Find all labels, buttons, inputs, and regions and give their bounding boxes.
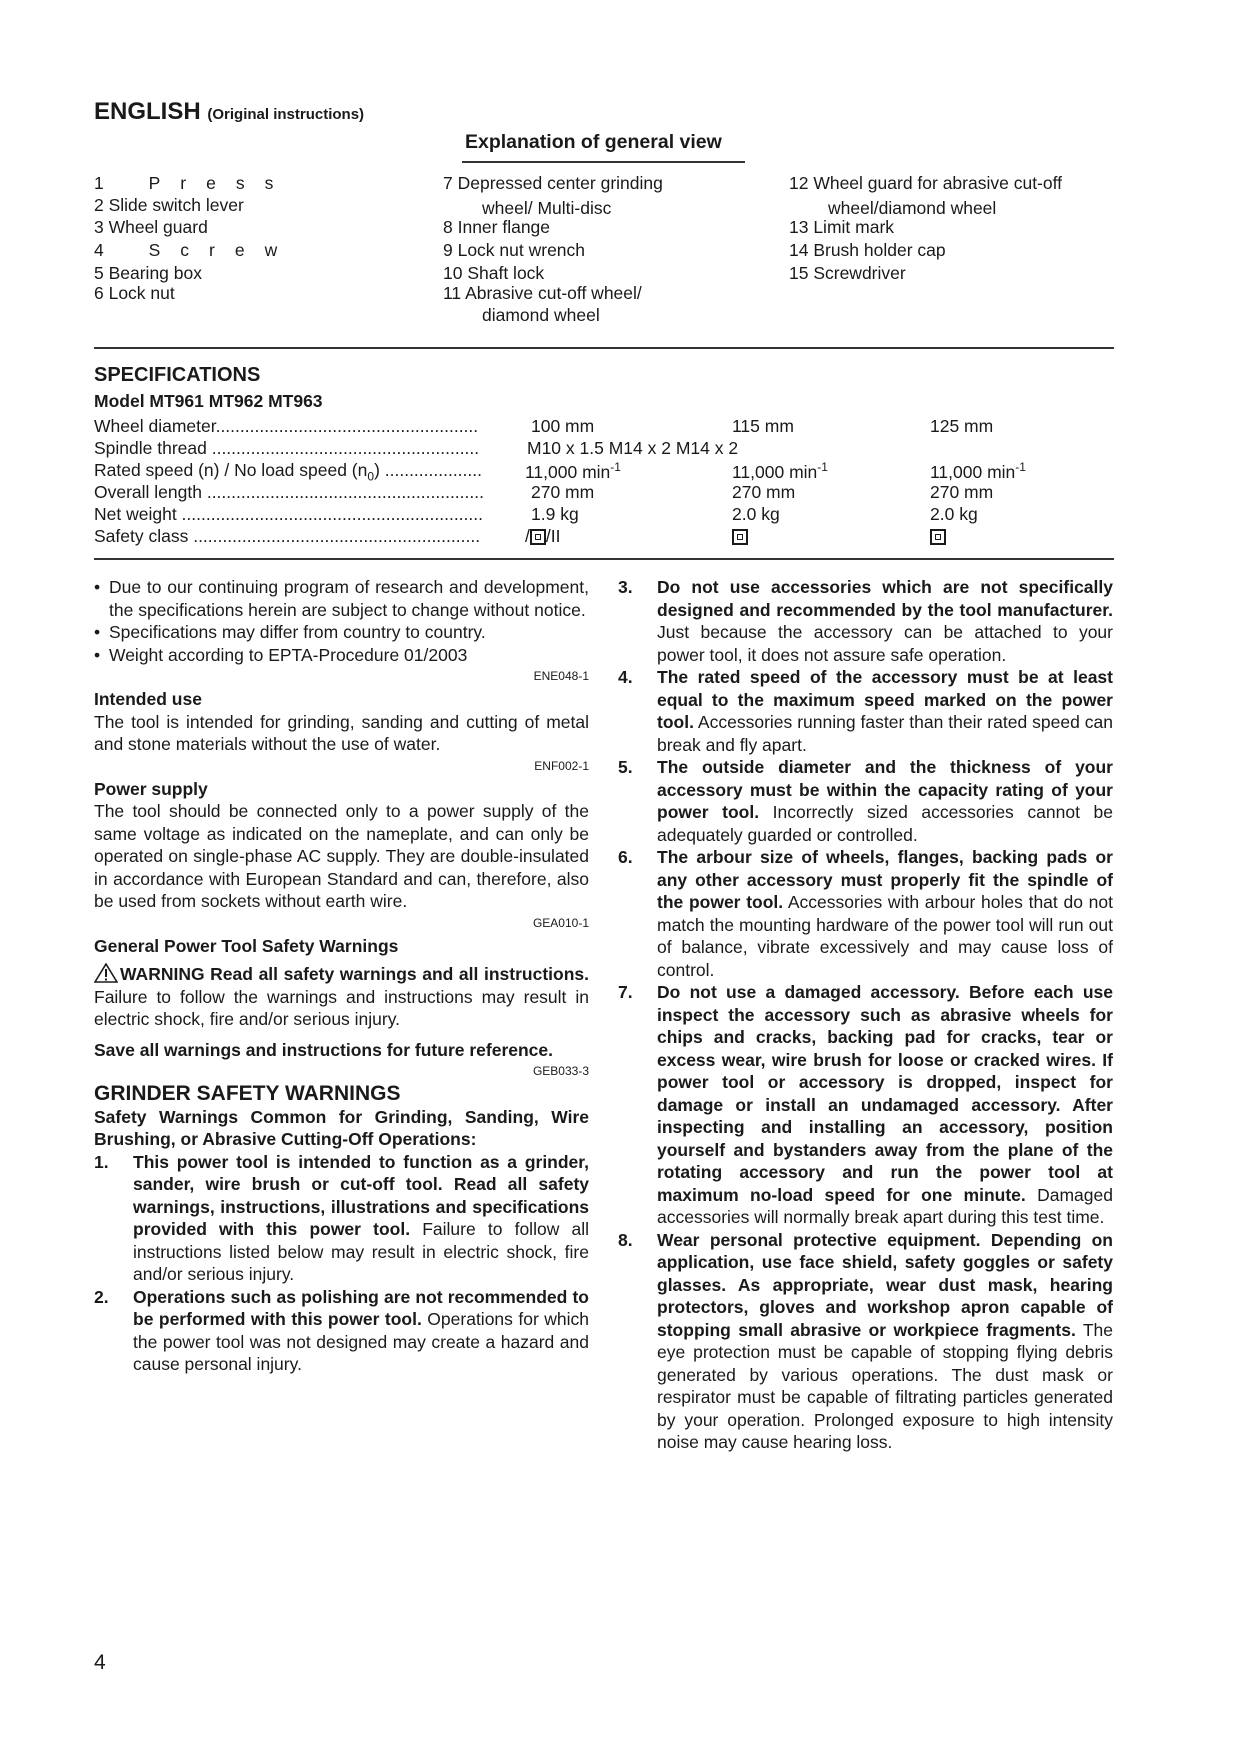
- doc-code: ENE048-1: [533, 669, 589, 683]
- bullet-text: Due to our continuing program of research and development, the specifications herein are subject to change without notice.: [109, 577, 589, 620]
- bullet-text: Weight according to EPTA-Procedure 01/2003: [109, 644, 468, 665]
- doc-code: GEA010-1: [532, 915, 589, 930]
- general-view-item: 13 Limit mark: [789, 217, 895, 237]
- numbered-item: [94, 1286, 589, 1376]
- section-divider: [94, 558, 1114, 560]
- numbered-item: [618, 1229, 1113, 1454]
- spec-value: 270 mm: [732, 482, 796, 502]
- spec-value: 1.9 kg: [531, 504, 579, 524]
- doc-code: ENF002-1: [534, 758, 589, 773]
- safety-class-value: /II: [545, 526, 561, 546]
- intended-use-text: The tool is intended for grinding, sanding and cutting of metal and stone materials without the use of water.: [94, 711, 589, 754]
- spec-value: 11,000 $\min^{-1}$: [525, 460, 621, 482]
- spec-row-rated-speed: [94, 460, 1114, 482]
- general-view-item: diamond wheel: [482, 305, 600, 325]
- item-number: 7.: [618, 982, 633, 1002]
- double-insulation-icon: [530, 529, 546, 545]
- specifications-title: SPECIFICATIONS: [94, 364, 261, 386]
- warning-bold: WARNING Read all safety warnings and all instructions.: [120, 964, 589, 984]
- general-view-item: 4 Screw: [94, 240, 298, 260]
- numbered-item: [618, 846, 1113, 981]
- item-number: 5.: [618, 757, 633, 777]
- list-item: • Weight according to EPTA-Procedure 01/2003: [94, 644, 468, 665]
- item-number: 3.: [618, 577, 633, 597]
- spec-row-safety-class: [94, 526, 1114, 548]
- general-view-item: wheel/diamond wheel: [828, 198, 997, 218]
- subscript: 0: [367, 469, 375, 484]
- save-warnings-text: Save all warnings and instructions for future reference.: [94, 1039, 554, 1060]
- general-view-item: 5 Bearing box: [94, 263, 202, 283]
- spec-value: 2.0 kg: [732, 504, 780, 524]
- general-view-item: 9 Lock nut wrench: [443, 240, 586, 260]
- general-view-item: 10 Shaft lock: [443, 263, 545, 283]
- spec-label: Wheel diameter......................................................: [94, 416, 479, 436]
- power-supply-heading: Power supply: [94, 778, 208, 799]
- spec-label: Spindle thread .......................................................: [94, 438, 480, 458]
- spec-row-wheel-diameter: [94, 416, 1114, 438]
- general-view-item: 2 Slide switch lever: [94, 195, 244, 215]
- item-body: The arbour size of wheels, flanges, backing pads or any other accessory must properly fit the spindle of the power tool. Accessories with arbour holes that do not match the mounting hardware of the power tool will run out of balance, vibrate excessively and may cause loss of control.: [657, 847, 1113, 980]
- spec-value: 125 mm: [930, 416, 994, 436]
- general-view-item: 14 Brush holder cap: [789, 240, 946, 260]
- item-body: The rated speed of the accessory must be at least equal to the maximum speed marked on the power tool. Accessories running faster than their rated speed can break and fly apart.: [657, 667, 1113, 755]
- general-view-item: 8 Inner flange: [443, 217, 551, 237]
- item-body: Wear personal protective equipment. Depending on application, use face shield, safety goggles or safety glasses. As appropriate, wear dust mask, hearing protectors, gloves and workshop apron capable of stopping small abrasive or workpiece fragments. The eye protection must be capable of stopping flying debris generated by various operations. The dust mask or respirator must be capable of filtrating particles generated by your operation. Prolonged exposure to high intensity noise may cause hearing loss.: [657, 1229, 1113, 1452]
- spec-row-spindle-thread: [94, 438, 1114, 460]
- spec-row-overall-length: [94, 482, 1114, 504]
- common-warnings-heading: Safety Warnings Common for Grinding, Sanding, Wire Brushing, or Abrasive Cutting-Off Operations:: [94, 1106, 589, 1149]
- warning-text: Failure to follow the warnings and instructions may result in electric shock, fire and/or serious injury.: [94, 986, 589, 1029]
- language-label: ENGLISH: [94, 98, 201, 125]
- gptsw-heading: General Power Tool Safety Warnings: [94, 935, 399, 956]
- spec-value: 270 mm: [930, 482, 994, 502]
- power-supply-text: The tool should be connected only to a power supply of the same voltage as indicated on the nameplate, and can only be operated on single-phase AC supply. They are double-insulated in accordance with European Standard and can, therefore, also be used from sockets without earth wire.: [94, 801, 589, 911]
- spec-value: [732, 526, 748, 547]
- doc-code: GEB033-3: [532, 1064, 589, 1078]
- spec-value: 2.0 kg: [930, 504, 978, 524]
- grinder-safety-heading: GRINDER SAFETY WARNINGS: [94, 1082, 401, 1105]
- item-body: Do not use a damaged accessory. Before each use inspect the accessory such as abrasive wheels for chips and cracks, backing pad for cracks, tear or excess wear, wire brush for loose or cracked wires. If power tool or accessory is dropped, inspect for damage or install an undamaged accessory. After inspecting and installing an accessory, position yourself and bystanders away from the plane of the rotating accessory and run the power tool at maximum no-load speed for one minute. Damaged accessories will normally break apart during this test time.: [657, 982, 1113, 1227]
- general-view-item: 6 Lock nut: [94, 283, 175, 303]
- general-view-item: 7 Depressed center grinding: [443, 173, 663, 193]
- double-insulation-icon: [930, 529, 946, 545]
- warning-paragraph: [94, 963, 589, 1031]
- list-item: • Due to our continuing program of research and development, the specifications herein are subject to change without notice.: [94, 577, 589, 620]
- general-view-title: Explanation of general view: [465, 131, 722, 153]
- numbered-item: [618, 756, 1113, 846]
- intended-use-heading: Intended use: [94, 689, 202, 709]
- general-view-item: 1 Press: [94, 173, 294, 193]
- bullet-text: Specifications may differ from country to country.: [109, 622, 486, 642]
- list-item: • Specifications may differ from country to country.: [94, 622, 486, 642]
- left-column: [94, 576, 589, 1376]
- spec-value: 11,000 $\min^{-1}$: [732, 460, 828, 482]
- spec-value: 115 mm: [732, 416, 794, 436]
- spec-row-net-weight: [94, 504, 1114, 526]
- warning-triangle-icon: [94, 963, 118, 983]
- spec-value: 270 mm: [531, 482, 595, 502]
- spec-value: M10 x 1.5 M14 x 2 M14 x 2: [527, 438, 739, 458]
- spec-label: Rated speed (n) / No load speed $(n_0)$ ....................: [94, 460, 482, 484]
- spec-label: Safety class ...........................................................: [94, 526, 481, 546]
- section-divider: [94, 347, 1114, 349]
- item-body: Operations such as polishing are not recommended to be performed with this power tool. Operations for which the power tool was not designed may create a hazard and cause personal injury.: [133, 1286, 589, 1374]
- language-note: (Original instructions): [207, 106, 365, 123]
- item-body: This power tool is intended to function as a grinder, sander, wire brush or cut-off tool. Read all safety warnings, instructions, illustrations and specifications provided with this power tool. Failure to follow all instructions listed below may result in electric shock, fire and/or serious injury.: [133, 1151, 589, 1284]
- right-column: [618, 576, 1113, 1454]
- numbered-item: [94, 1151, 589, 1286]
- item-body: Do not use accessories which are not specifically designed and recommended by the tool manufacturer. Just because the accessory can be attached to your power tool, it does not assure safe operation.: [657, 577, 1113, 665]
- item-number: 6.: [618, 847, 633, 867]
- general-view-item: wheel/ Multi-disc: [482, 198, 612, 218]
- general-view-item: 11 Abrasive cut-off wheel/: [443, 283, 642, 303]
- item-number: 8.: [618, 1229, 633, 1250]
- spec-label: Net weight ..............................................................: [94, 504, 483, 524]
- general-view-item: 12 Wheel guard for abrasive cut-off: [789, 173, 1063, 193]
- item-number: 1.: [94, 1151, 109, 1172]
- slash: /: [525, 526, 530, 546]
- page-number: 4: [94, 1651, 106, 1674]
- numbered-item: [618, 981, 1113, 1229]
- spec-value: [525, 526, 560, 547]
- numbered-item: [618, 576, 1113, 666]
- language-heading: [94, 98, 364, 126]
- general-view-underline: [462, 161, 745, 163]
- numbered-item: [618, 666, 1113, 756]
- spec-value: 11,000 $\min^{-1}$: [930, 460, 1026, 482]
- item-body: The outside diameter and the thickness of your accessory must be within the capacity rating of your power tool. Incorrectly sized accessories cannot be adequately guarded or controlled.: [657, 757, 1113, 845]
- model-line: Model MT961 MT962 MT963: [94, 391, 323, 411]
- general-view-item: 3 Wheel guard: [94, 217, 208, 237]
- spec-label: Overall length .........................................................: [94, 482, 484, 502]
- spec-value: [930, 526, 946, 547]
- double-insulation-icon: [732, 529, 748, 545]
- item-number: 2.: [94, 1286, 109, 1307]
- spec-value: 100 mm: [531, 416, 595, 436]
- item-number: 4.: [618, 667, 633, 687]
- general-view-item: 15 Screwdriver: [789, 263, 906, 283]
